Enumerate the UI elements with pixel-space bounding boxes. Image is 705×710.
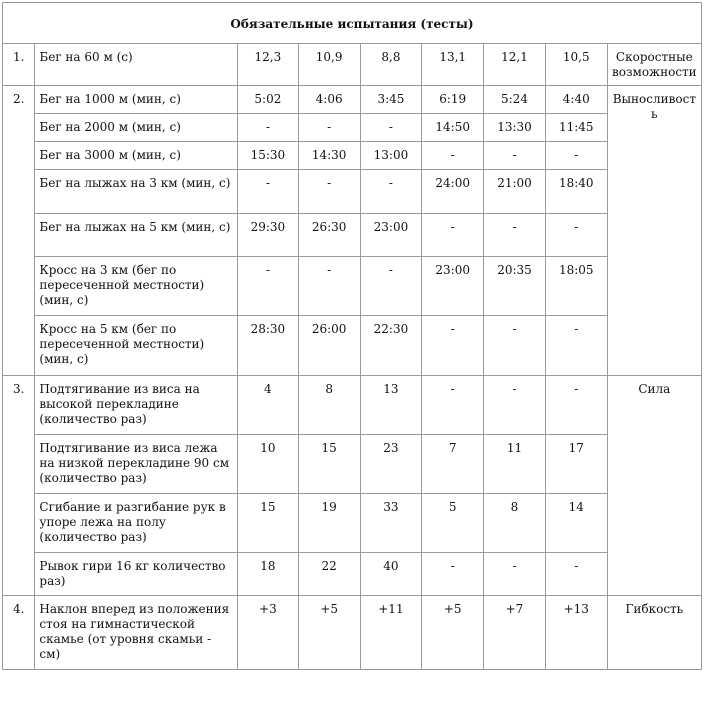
table-row xyxy=(3,86,702,114)
test-value: 11:45 xyxy=(545,114,607,142)
test-value: - xyxy=(422,214,484,257)
table-row xyxy=(3,553,702,596)
test-value: - xyxy=(422,376,484,435)
table-row xyxy=(3,214,702,257)
test-name: Бег на 2000 м (мин, с) xyxy=(35,114,238,142)
test-value: - xyxy=(484,376,546,435)
test-value: 7 xyxy=(422,435,484,494)
test-value: 8,8 xyxy=(360,44,422,86)
test-value: 33 xyxy=(360,494,422,553)
test-value: 26:00 xyxy=(298,316,360,376)
test-value: 5:24 xyxy=(484,86,546,114)
test-value: 14 xyxy=(545,494,607,553)
test-value: - xyxy=(298,114,360,142)
test-value: +13 xyxy=(545,596,607,670)
test-value: 23:00 xyxy=(422,257,484,316)
test-value: 15:30 xyxy=(237,142,298,170)
test-value: 18:40 xyxy=(545,170,607,214)
test-value: +5 xyxy=(422,596,484,670)
test-value: 14:30 xyxy=(298,142,360,170)
test-value: - xyxy=(545,376,607,435)
test-name: Бег на лыжах на 5 км (мин, с) xyxy=(35,214,238,257)
test-value: 15 xyxy=(237,494,298,553)
test-value: - xyxy=(422,553,484,596)
test-value: 23:00 xyxy=(360,214,422,257)
test-value: 23 xyxy=(360,435,422,494)
table-title: Обязательные испытания (тесты) xyxy=(3,3,702,44)
test-value: 10,9 xyxy=(298,44,360,86)
test-value: 20:35 xyxy=(484,257,546,316)
test-name: Бег на 3000 м (мин, с) xyxy=(35,142,238,170)
test-value: 18 xyxy=(237,553,298,596)
test-value: 12,1 xyxy=(484,44,546,86)
test-value: - xyxy=(237,170,298,214)
test-value: - xyxy=(360,170,422,214)
table-row xyxy=(3,316,702,376)
group-number: 1. xyxy=(3,44,35,86)
table-row xyxy=(3,170,702,214)
test-value: 4 xyxy=(237,376,298,435)
test-value: 24:00 xyxy=(422,170,484,214)
test-value: 4:40 xyxy=(545,86,607,114)
test-value: - xyxy=(484,214,546,257)
test-value: 19 xyxy=(298,494,360,553)
test-value: 6:19 xyxy=(422,86,484,114)
test-value: - xyxy=(545,142,607,170)
test-value: 22:30 xyxy=(360,316,422,376)
test-value: - xyxy=(545,214,607,257)
table-row xyxy=(3,596,702,670)
test-name: Наклон вперед из положения стоя на гимнастической скамье (от уровня скамьи - см) xyxy=(35,596,238,670)
test-value: - xyxy=(360,114,422,142)
test-value: - xyxy=(484,316,546,376)
test-value: - xyxy=(298,170,360,214)
test-value: - xyxy=(237,114,298,142)
table-row xyxy=(3,114,702,142)
test-value: 29:30 xyxy=(237,214,298,257)
test-value: 8 xyxy=(298,376,360,435)
test-value: - xyxy=(360,257,422,316)
test-value: 13,1 xyxy=(422,44,484,86)
test-value: - xyxy=(237,257,298,316)
test-name: Бег на 1000 м (мин, с) xyxy=(35,86,238,114)
standards-table xyxy=(2,2,702,670)
test-value: 40 xyxy=(360,553,422,596)
test-value: 3:45 xyxy=(360,86,422,114)
test-value: 22 xyxy=(298,553,360,596)
test-value: 11 xyxy=(484,435,546,494)
test-value: - xyxy=(545,316,607,376)
group-category: Скоростные возможности xyxy=(607,44,701,86)
test-value: - xyxy=(298,257,360,316)
test-name: Бег на 60 м (с) xyxy=(35,44,238,86)
test-value: 5 xyxy=(422,494,484,553)
test-value: - xyxy=(484,142,546,170)
test-value: 13:00 xyxy=(360,142,422,170)
group-category: Сила xyxy=(607,376,701,596)
test-value: +7 xyxy=(484,596,546,670)
test-value: - xyxy=(545,553,607,596)
test-value: 12,3 xyxy=(237,44,298,86)
test-value: 15 xyxy=(298,435,360,494)
table-row xyxy=(3,142,702,170)
test-value: 5:02 xyxy=(237,86,298,114)
test-value: +11 xyxy=(360,596,422,670)
group-number: 2. xyxy=(3,86,35,376)
test-name: Подтягивание из виса лежа на низкой перекладине 90 см (количество раз) xyxy=(35,435,238,494)
table-row xyxy=(3,257,702,316)
test-name: Подтягивание из виса на высокой перекладине (количество раз) xyxy=(35,376,238,435)
test-value: - xyxy=(484,553,546,596)
test-name: Кросс на 3 км (бег по пересеченной местности) (мин, с) xyxy=(35,257,238,316)
test-name: Рывок гири 16 кг количество раз) xyxy=(35,553,238,596)
test-value: 13:30 xyxy=(484,114,546,142)
test-value: - xyxy=(422,316,484,376)
group-number: 3. xyxy=(3,376,35,596)
test-value: 10 xyxy=(237,435,298,494)
test-value: +5 xyxy=(298,596,360,670)
test-value: 4:06 xyxy=(298,86,360,114)
test-value: 26:30 xyxy=(298,214,360,257)
test-value: 21:00 xyxy=(484,170,546,214)
table-row xyxy=(3,376,702,435)
test-value: 8 xyxy=(484,494,546,553)
test-name: Кросс на 5 км (бег по пересеченной местности) (мин, с) xyxy=(35,316,238,376)
table-row xyxy=(3,44,702,86)
test-value: 18:05 xyxy=(545,257,607,316)
test-value: 14:50 xyxy=(422,114,484,142)
table-row xyxy=(3,494,702,553)
group-number: 4. xyxy=(3,596,35,670)
test-value: 13 xyxy=(360,376,422,435)
table-row xyxy=(3,435,702,494)
group-category: Гибкость xyxy=(607,596,701,670)
test-value: 17 xyxy=(545,435,607,494)
group-category: Выносливость xyxy=(607,86,701,376)
test-value: 28:30 xyxy=(237,316,298,376)
test-value: 10,5 xyxy=(545,44,607,86)
test-value: - xyxy=(422,142,484,170)
test-value: +3 xyxy=(237,596,298,670)
table-title-row xyxy=(3,3,702,44)
test-name: Сгибание и разгибание рук в упоре лежа на полу (количество раз) xyxy=(35,494,238,553)
test-name: Бег на лыжах на 3 км (мин, с) xyxy=(35,170,238,214)
